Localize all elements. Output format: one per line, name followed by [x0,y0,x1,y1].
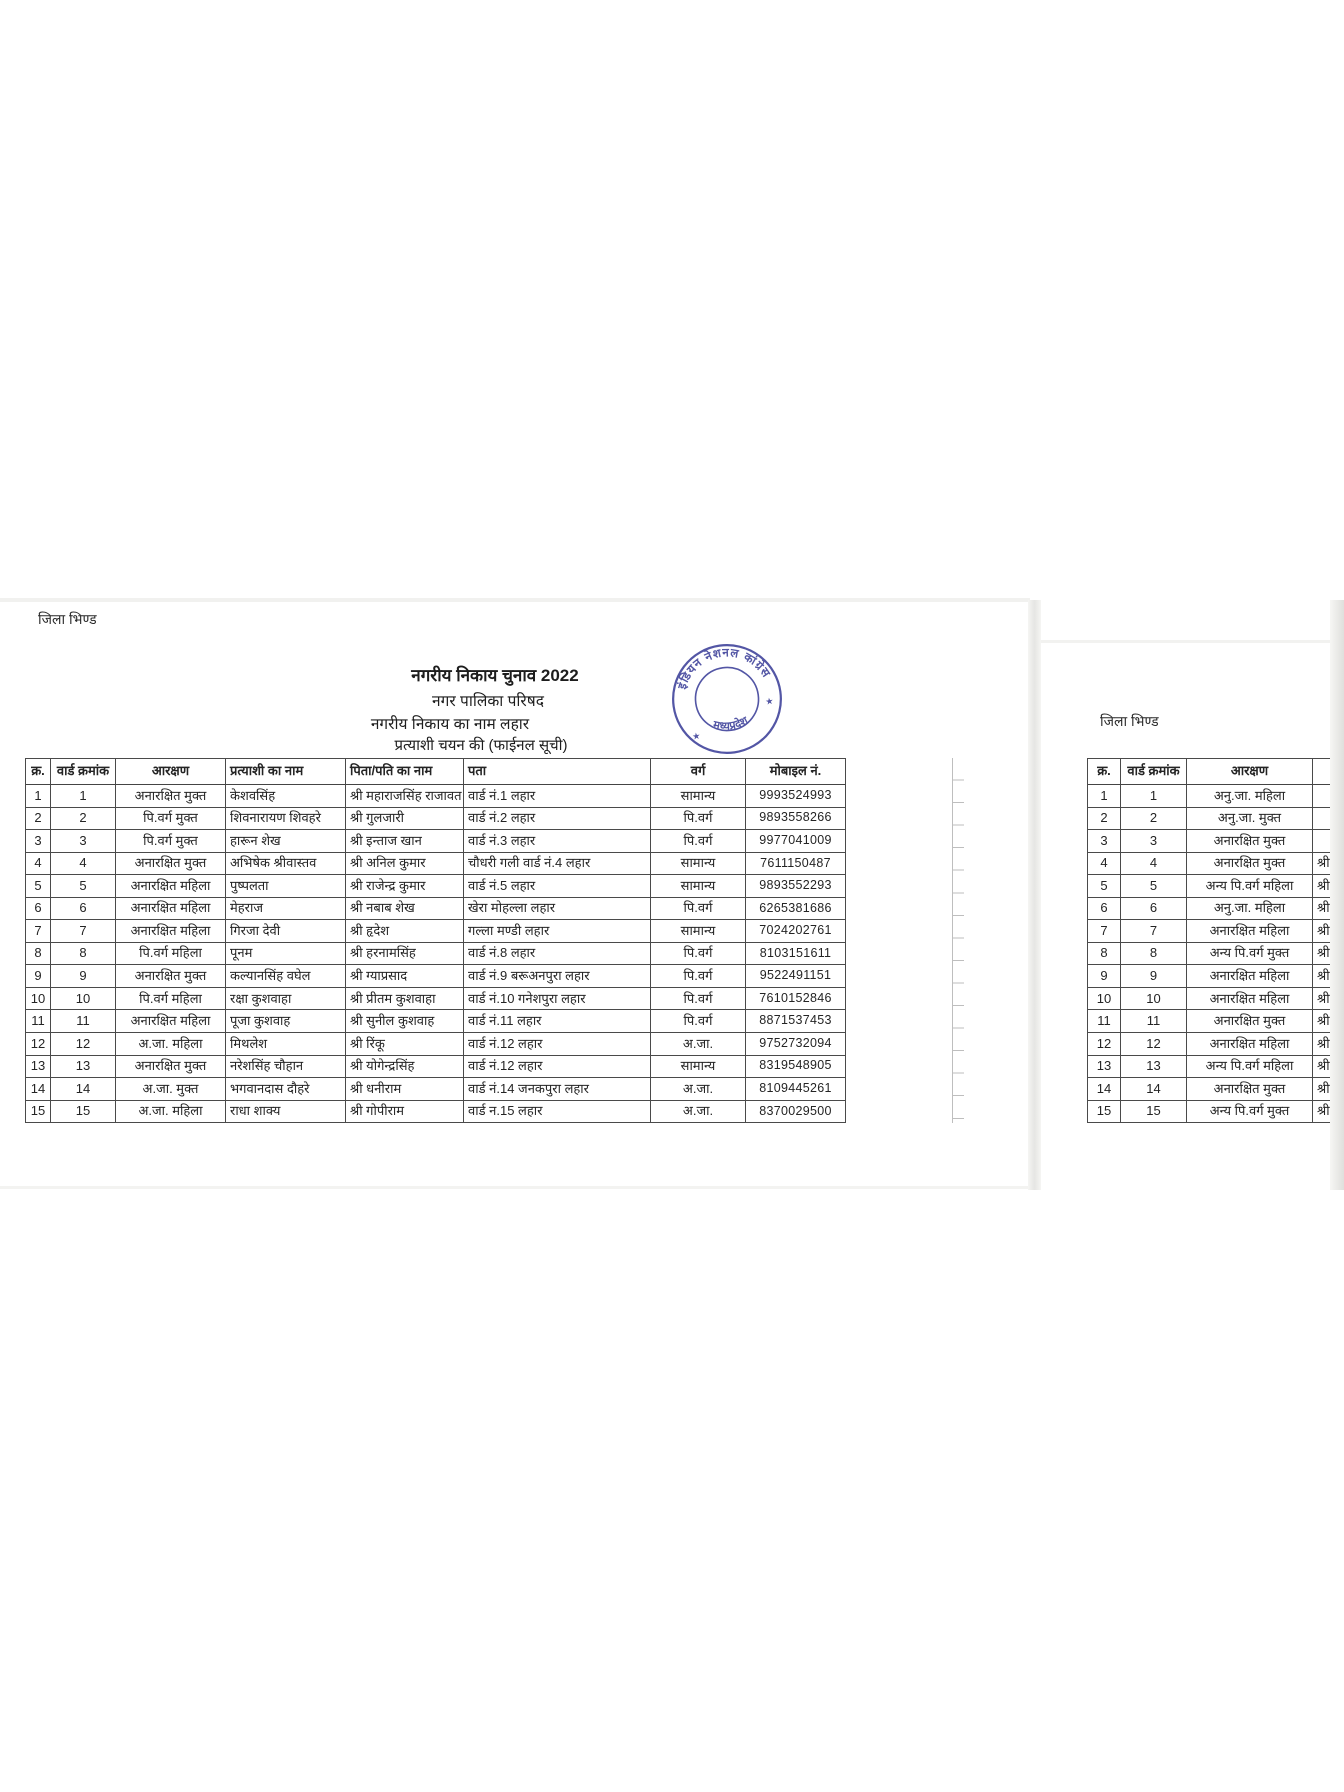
cell-father: श्री अनिल कुमार [346,853,464,876]
cell-reservation: अ.जा. महिला [116,1033,226,1056]
cell-address: खेरा मोहल्ला लहार [464,898,651,921]
district-label-left: जिला भिण्ड [38,611,97,627]
cell-address: वार्ड नं.1 लहार [464,785,651,808]
table-row [26,1033,846,1056]
cell-cropped-fragment: श्री [1313,943,1344,966]
header-candidate: प्रत्याशी का नाम [226,759,346,785]
cell-mobile: 8871537453 [746,1010,846,1033]
cell-category: सामान्य [651,875,746,898]
cell-mobile: 9752732094 [746,1033,846,1056]
cell-reservation: अनारक्षित महिला [1187,1033,1313,1056]
party-stamp [656,628,798,770]
header-serial: क्र. [26,759,51,785]
cell-serial: 6 [1088,898,1121,921]
cell-cropped-fragment: श्री [1313,853,1344,876]
cell-candidate: गिरजा देवी [226,920,346,943]
cell-serial: 6 [26,898,51,921]
header-category: वर्ग [651,759,746,785]
cell-address: वार्ड नं.12 लहार [464,1033,651,1056]
cell-ward: 11 [51,1010,116,1033]
cell-serial: 4 [1088,853,1121,876]
cell-candidate: पुष्पलता [226,875,346,898]
cell-reservation: अनारक्षित मुक्त [1187,1078,1313,1101]
cell-address: वार्ड नं.12 लहार [464,1056,651,1079]
stamp-top-text: इंडियन नेशनल कांग्रेस [675,646,773,691]
cell-ward: 7 [1121,920,1187,943]
star-icon: ★ [764,695,775,707]
cell-cropped-fragment: श्री [1313,898,1344,921]
cell-mobile: 8319548905 [746,1056,846,1079]
cell-ward: 11 [1121,1010,1187,1033]
cell-category: पि.वर्ग [651,808,746,831]
cell-serial: 11 [26,1010,51,1033]
table-row [1088,785,1344,808]
cell-category: सामान्य [651,1056,746,1079]
cell-cropped-fragment: श्री [1313,965,1344,988]
doc-title-line2: नगर पालिका परिषद [432,693,544,710]
cell-ward: 13 [51,1056,116,1079]
cell-serial: 15 [1088,1101,1121,1124]
cell-ward: 1 [51,785,116,808]
cell-serial: 7 [1088,920,1121,943]
cell-reservation: अनारक्षित महिला [1187,988,1313,1011]
cell-address: वार्ड नं.9 बरूअनपुरा लहार [464,965,651,988]
cell-candidate: कल्यानसिंह वघेल [226,965,346,988]
cell-mobile: 9893558266 [746,808,846,831]
cell-serial: 4 [26,853,51,876]
cell-reservation: अनारक्षित महिला [116,898,226,921]
cell-category: सामान्य [651,853,746,876]
cell-mobile: 9993524993 [746,785,846,808]
page-top-edge-right [1040,640,1344,643]
table-row [1088,830,1344,853]
cell-mobile: 8103151611 [746,943,846,966]
cell-ward: 13 [1121,1056,1187,1079]
cell-ward: 14 [51,1078,116,1101]
table-header-row [1088,759,1344,785]
cell-father: श्री हरनामसिंह [346,943,464,966]
cell-reservation: अनारक्षित महिला [116,875,226,898]
table-row [26,808,846,831]
cell-reservation: अन्य पि.वर्ग मुक्त [1187,943,1313,966]
header-address: पता [464,759,651,785]
cell-ward: 9 [51,965,116,988]
cell-reservation: पि.वर्ग महिला [116,943,226,966]
cell-cropped-fragment: श्री [1313,988,1344,1011]
cell-serial: 11 [1088,1010,1121,1033]
cell-serial: 8 [26,943,51,966]
cell-mobile: 8109445261 [746,1078,846,1101]
page-gutter [1028,600,1041,1190]
cell-reservation: अनारक्षित महिला [1187,920,1313,943]
cell-serial: 5 [26,875,51,898]
cell-reservation: अनारक्षित मुक्त [116,1056,226,1079]
cell-cropped-fragment: श्री [1313,1010,1344,1033]
table-row [26,965,846,988]
cell-ward: 3 [51,830,116,853]
cell-ward: 14 [1121,1078,1187,1101]
cell-cropped-fragment: श्री [1313,920,1344,943]
cell-reservation: अनारक्षित मुक्त [116,785,226,808]
table-row [1088,898,1344,921]
cell-father: श्री राजेन्द्र कुमार [346,875,464,898]
table-row [26,1101,846,1124]
cell-category: पि.वर्ग [651,830,746,853]
cell-ward: 6 [1121,898,1187,921]
cell-serial: 13 [26,1056,51,1079]
cell-address: गल्ला मण्डी लहार [464,920,651,943]
cell-serial: 7 [26,920,51,943]
table-row [1088,853,1344,876]
cell-candidate: केशवसिंह [226,785,346,808]
cell-candidate: हारून शेख [226,830,346,853]
table-row [1088,1078,1344,1101]
table-row [1088,988,1344,1011]
table-row [1088,1033,1344,1056]
table-row [26,943,846,966]
cell-serial: 1 [1088,785,1121,808]
cell-serial: 3 [1088,830,1121,853]
table-row [26,1010,846,1033]
cell-serial: 3 [26,830,51,853]
cell-category: पि.वर्ग [651,988,746,1011]
cell-serial: 10 [26,988,51,1011]
header-ward: वार्ड क्रमांक [1121,759,1187,785]
table-row [26,988,846,1011]
table-header-row [26,759,846,785]
cell-reservation: अनु.जा. महिला [1187,785,1313,808]
cell-ward: 15 [1121,1101,1187,1124]
table-body [26,785,846,1123]
cell-candidate: मिथलेश [226,1033,346,1056]
cell-ward: 5 [1121,875,1187,898]
cell-serial: 12 [26,1033,51,1056]
cell-father: श्री गुलजारी [346,808,464,831]
cell-father: श्री इन्ताज खान [346,830,464,853]
stamp-bottom-text: मध्यप्रदेश [712,714,751,733]
page-top-edge [0,598,1030,602]
cell-ward: 12 [1121,1033,1187,1056]
cell-mobile: 9522491151 [746,965,846,988]
cell-reservation: अनारक्षित मुक्त [1187,1010,1313,1033]
cell-category: अ.जा. [651,1033,746,1056]
table-row [26,898,846,921]
cell-category: पि.वर्ग [651,1010,746,1033]
candidate-table-right [1087,758,1344,1123]
cell-reservation: अनारक्षित महिला [116,920,226,943]
cell-category: सामान्य [651,920,746,943]
cell-father: श्री ग्याप्रसाद [346,965,464,988]
header-mobile: मोबाइल नं. [746,759,846,785]
table-row [26,1078,846,1101]
table-row [1088,1010,1344,1033]
cell-ward: 15 [51,1101,116,1124]
cell-category: अ.जा. [651,1078,746,1101]
cell-reservation: अनारक्षित महिला [1187,965,1313,988]
table-row [1088,943,1344,966]
cell-reservation: पि.वर्ग मुक्त [116,830,226,853]
cell-candidate: पूनम [226,943,346,966]
cell-mobile: 9977041009 [746,830,846,853]
cell-father: श्री योगेन्द्रसिंह [346,1056,464,1079]
cell-serial: 14 [26,1078,51,1101]
cell-serial: 2 [26,808,51,831]
cell-mobile: 7024202761 [746,920,846,943]
star-icon: ★ [691,730,702,742]
cell-father: श्री रिंकू [346,1033,464,1056]
cell-candidate: रक्षा कुशवाहा [226,988,346,1011]
table-row [1088,965,1344,988]
cell-ward: 1 [1121,785,1187,808]
cell-mobile: 7611150487 [746,853,846,876]
cell-reservation: अनु.जा. महिला [1187,898,1313,921]
cell-serial: 9 [1088,965,1121,988]
table-row [26,1056,846,1079]
cell-serial: 10 [1088,988,1121,1011]
page-bottom-edge [0,1186,1030,1189]
cell-candidate: नरेशसिंह चौहान [226,1056,346,1079]
doc-title-line1: नगरीय निकाय चुनाव 2022 [411,666,579,685]
table-row [26,830,846,853]
cell-cropped-fragment: श्री [1313,1078,1344,1101]
header-father: पिता/पति का नाम [346,759,464,785]
table-row [26,920,846,943]
cell-ward: 5 [51,875,116,898]
cell-mobile: 6265381686 [746,898,846,921]
cell-candidate: पूजा कुशवाह [226,1010,346,1033]
cell-category: पि.वर्ग [651,965,746,988]
cell-ward: 4 [51,853,116,876]
cell-mobile: 7610152846 [746,988,846,1011]
page-right-edge [1330,600,1344,1190]
cell-cropped-fragment: श्री [1313,1056,1344,1079]
doc-title-line4: प्रत्याशी चयन की (फाईनल सूची) [394,737,568,754]
cell-serial: 5 [1088,875,1121,898]
cell-reservation: अनारक्षित मुक्त [116,965,226,988]
cell-ward: 4 [1121,853,1187,876]
cell-ward: 3 [1121,830,1187,853]
cell-address: वार्ड नं.2 लहार [464,808,651,831]
cell-cropped-fragment: श्री [1313,1101,1344,1124]
district-label-right: जिला भिण्ड [1100,713,1159,729]
cell-serial: 12 [1088,1033,1121,1056]
cell-address: वार्ड नं.14 जनकपुरा लहार [464,1078,651,1101]
cell-reservation: अन्य पि.वर्ग महिला [1187,1056,1313,1079]
cell-serial: 2 [1088,808,1121,831]
cell-address: वार्ड नं.5 लहार [464,875,651,898]
cell-candidate: शिवनारायण शिवहरे [226,808,346,831]
cell-father: श्री हृदेश [346,920,464,943]
header-serial: क्र. [1088,759,1121,785]
table-row [26,875,846,898]
header-reservation: आरक्षण [1187,759,1313,785]
cell-category: सामान्य [651,785,746,808]
cell-mobile: 9893552293 [746,875,846,898]
candidate-table [25,758,846,1123]
cell-serial: 9 [26,965,51,988]
cell-category: पि.वर्ग [651,898,746,921]
header-reservation: आरक्षण [116,759,226,785]
cell-reservation: अनारक्षित मुक्त [1187,853,1313,876]
cell-candidate: मेहराज [226,898,346,921]
cell-serial: 8 [1088,943,1121,966]
cell-reservation: अनु.जा. मुक्त [1187,808,1313,831]
cell-reservation: पि.वर्ग महिला [116,988,226,1011]
cell-serial: 13 [1088,1056,1121,1079]
cell-ward: 2 [1121,808,1187,831]
doc-title-line3: नगरीय निकाय का नाम लहार [370,716,530,733]
cut-column-artifact [952,758,964,1123]
cell-reservation: अनारक्षित मुक्त [1187,830,1313,853]
cell-father: श्री प्रीतम कुशवाहा [346,988,464,1011]
cell-reservation: अन्य पि.वर्ग महिला [1187,875,1313,898]
table-row [1088,808,1344,831]
cell-cropped-fragment: श्री [1313,875,1344,898]
cell-category: पि.वर्ग [651,943,746,966]
table-row [1088,875,1344,898]
cell-father: श्री महाराजसिंह राजावत [346,785,464,808]
table-row [26,853,846,876]
cell-address: चौधरी गली वार्ड नं.4 लहार [464,853,651,876]
cell-ward: 9 [1121,965,1187,988]
table-row [1088,1101,1344,1124]
cell-father: श्री नबाब शेख [346,898,464,921]
cell-reservation: अनारक्षित महिला [116,1010,226,1033]
cell-candidate: भगवानदास दौहरे [226,1078,346,1101]
table-row [1088,920,1344,943]
table-row [26,785,846,808]
cell-serial: 14 [1088,1078,1121,1101]
cell-ward: 8 [1121,943,1187,966]
cell-candidate: राधा शाक्य [226,1101,346,1124]
cell-reservation: अन्य पि.वर्ग मुक्त [1187,1101,1313,1124]
cell-cropped-fragment: श्री [1313,1033,1344,1056]
cell-ward: 2 [51,808,116,831]
cell-ward: 10 [1121,988,1187,1011]
cell-address: वार्ड नं.11 लहार [464,1010,651,1033]
cell-ward: 7 [51,920,116,943]
cell-serial: 1 [26,785,51,808]
cell-address: वार्ड नं.10 गनेशपुरा लहार [464,988,651,1011]
table-body [1088,785,1344,1123]
cell-reservation: अ.जा. मुक्त [116,1078,226,1101]
table-row [1088,1056,1344,1079]
cell-address: वार्ड नं.3 लहार [464,830,651,853]
cell-ward: 12 [51,1033,116,1056]
cell-father: श्री सुनील कुशवाह [346,1010,464,1033]
cell-address: वार्ड नं.8 लहार [464,943,651,966]
cell-ward: 6 [51,898,116,921]
header-ward: वार्ड क्रमांक [51,759,116,785]
cell-serial: 15 [26,1101,51,1124]
cell-mobile: 8370029500 [746,1101,846,1124]
cell-address: वार्ड न.15 लहार [464,1101,651,1124]
cell-reservation: पि.वर्ग मुक्त [116,808,226,831]
cell-reservation: अनारक्षित मुक्त [116,853,226,876]
cell-reservation: अ.जा. महिला [116,1101,226,1124]
cell-father: श्री गोपीराम [346,1101,464,1124]
cell-ward: 10 [51,988,116,1011]
cell-father: श्री धनीराम [346,1078,464,1101]
cell-candidate: अभिषेक श्रीवास्तव [226,853,346,876]
cell-ward: 8 [51,943,116,966]
cell-category: अ.जा. [651,1101,746,1124]
